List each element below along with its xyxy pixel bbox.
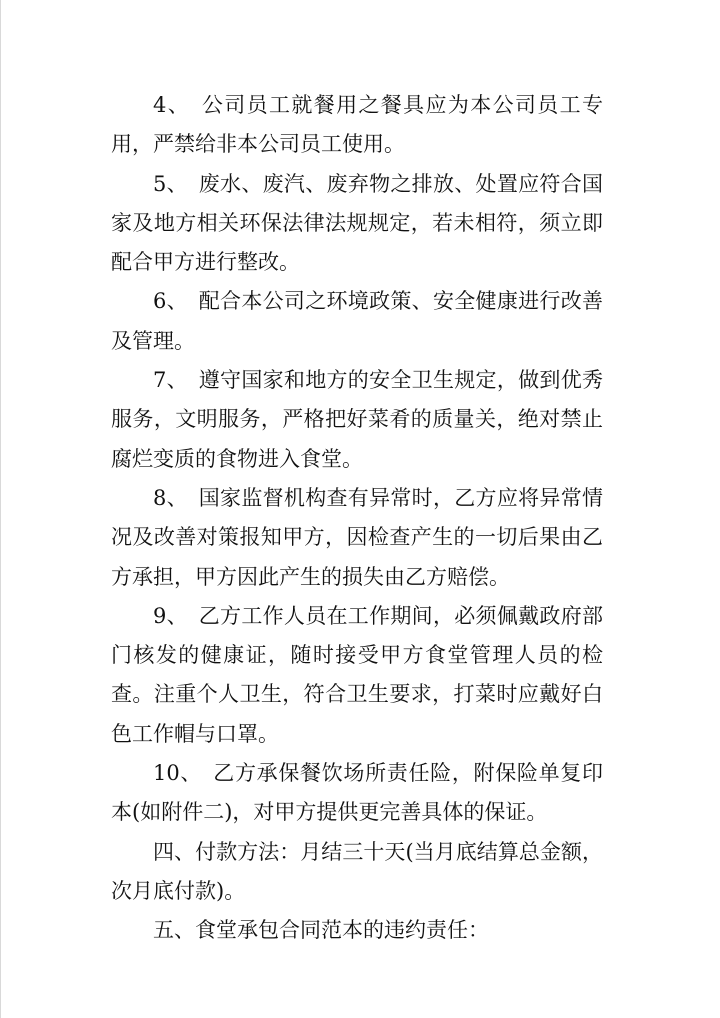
clause-9: 9、 乙方工作人员在工作期间，必须佩戴政府部门核发的健康证，随时接受甲方食堂管理人员的检查。注重个人卫生，符合卫生要求，打菜时应戴好白色工作帽与口罩。 <box>111 603 603 746</box>
clause-8: 8、 国家监督机构查有异常时，乙方应将异常情况及改善对策报知甲方，因检查产生的一切后果由乙方承担，甲方因此产生的损失由乙方赔偿。 <box>111 485 603 589</box>
section-payment-method: 四、付款方法：月结三十天(当月底结算总金额，次月底付款)。 <box>111 839 603 903</box>
clause-4: 4、 公司员工就餐用之餐具应为本公司员工专用，严禁给非本公司员工使用。 <box>111 93 603 157</box>
clause-5: 5、 废水、废汽、废弃物之排放、处置应符合国家及地方相关环保法律法规规定，若未相符，须立即配合甲方进行整改。 <box>111 171 603 275</box>
clause-6: 6、 配合本公司之环境政策、安全健康进行改善及管理。 <box>111 289 603 353</box>
document-body <box>111 86 603 951</box>
section-breach-liability: 五、食堂承包合同范本的违约责任： <box>153 918 489 943</box>
clause-7: 7、 遵守国家和地方的安全卫生规定，做到优秀服务，文明服务，严格把好菜肴的质量关，绝对禁止腐烂变质的食物进入食堂。 <box>111 368 603 471</box>
clause-10: 10、 乙方承保餐饮场所责任险，附保险单复印本(如附件二)，对甲方提供更完善具体的保证。 <box>111 761 603 825</box>
